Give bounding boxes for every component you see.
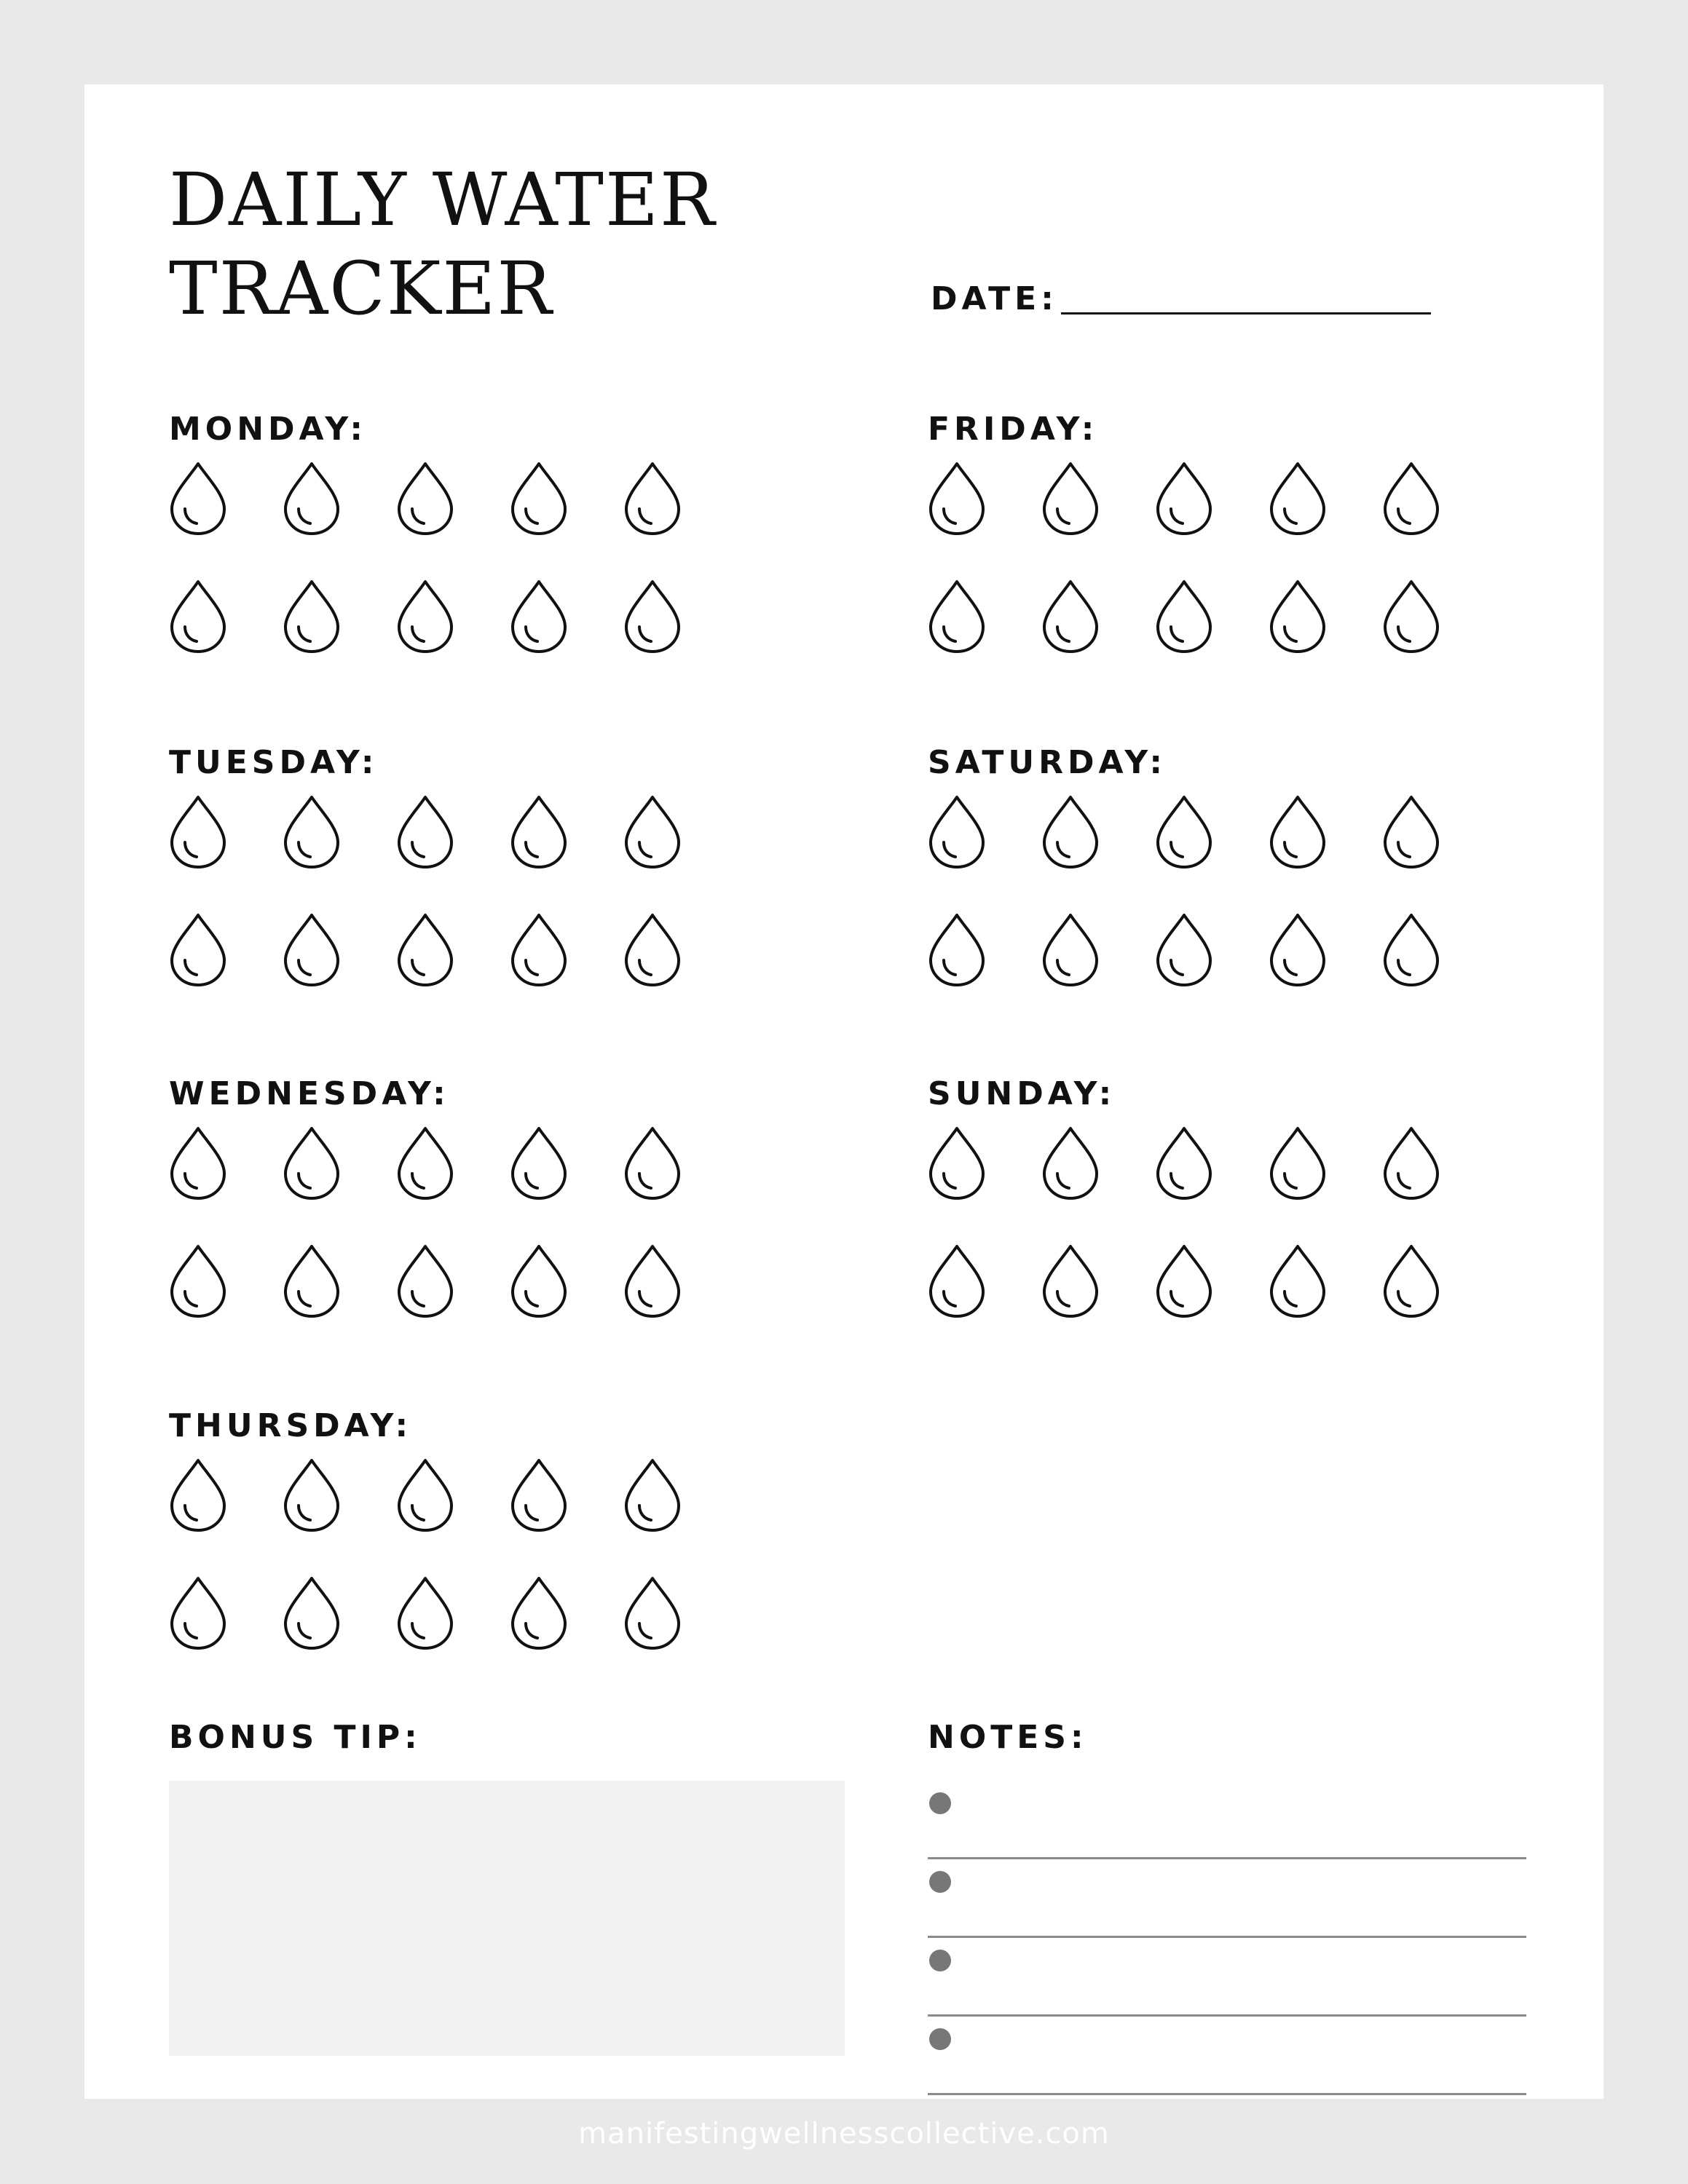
water-drop-icon[interactable] [623, 579, 682, 654]
bullet-dot-icon [929, 1871, 951, 1893]
water-drop-icon[interactable] [283, 1575, 341, 1651]
water-drop-icon[interactable] [396, 461, 454, 537]
day-section-tuesday [169, 743, 824, 783]
water-drop-icon[interactable] [623, 912, 682, 988]
water-drop-icon[interactable] [928, 912, 986, 988]
water-drop-icon[interactable] [283, 1457, 341, 1533]
date-field[interactable] [931, 280, 1431, 319]
bullet-dot-icon [929, 1950, 951, 1971]
drop-grid [169, 1125, 722, 1319]
water-drop-icon[interactable] [1155, 461, 1213, 537]
water-drop-icon[interactable] [1269, 1125, 1327, 1201]
water-drop-icon[interactable] [928, 461, 986, 537]
water-drop-icon[interactable] [623, 461, 682, 537]
water-drop-icon[interactable] [169, 579, 227, 654]
water-drop-icon[interactable] [1382, 1125, 1440, 1201]
water-drop-icon[interactable] [510, 1125, 568, 1201]
bonus-tip-label: BONUS TIP: [169, 1719, 422, 1756]
water-drop-icon[interactable] [623, 1575, 682, 1651]
footer-website: manifestingwellnesscollective.com [578, 2117, 1110, 2151]
water-drop-icon[interactable] [623, 794, 682, 870]
drop-grid [169, 1457, 722, 1651]
water-drop-icon[interactable] [1269, 794, 1327, 870]
water-drop-icon[interactable] [928, 1243, 986, 1319]
note-line[interactable] [928, 1859, 1526, 1938]
title-line-2: TRACKER [169, 246, 553, 331]
bonus-tip-box[interactable] [169, 1781, 845, 2056]
day-section-saturday [928, 743, 1583, 783]
water-drop-icon[interactable] [928, 579, 986, 654]
water-drop-icon[interactable] [1382, 912, 1440, 988]
water-drop-icon[interactable] [1041, 579, 1100, 654]
water-drop-icon[interactable] [928, 1125, 986, 1201]
date-input-line[interactable] [1061, 312, 1431, 314]
page-title [169, 156, 716, 333]
water-drop-icon[interactable] [510, 1243, 568, 1319]
water-drop-icon[interactable] [283, 794, 341, 870]
water-drop-icon[interactable] [1155, 1125, 1213, 1201]
water-drop-icon[interactable] [1269, 579, 1327, 654]
water-drop-icon[interactable] [1041, 1243, 1100, 1319]
bullet-dot-icon [929, 1792, 951, 1814]
drop-grid [169, 461, 722, 654]
water-drop-icon[interactable] [1269, 461, 1327, 537]
day-section-sunday [928, 1075, 1583, 1114]
water-drop-icon[interactable] [396, 1457, 454, 1533]
drop-grid [928, 1125, 1481, 1319]
water-drop-icon[interactable] [1382, 579, 1440, 654]
water-drop-icon[interactable] [396, 579, 454, 654]
water-drop-icon[interactable] [1269, 1243, 1327, 1319]
tracker-page [84, 84, 1604, 2099]
day-section-friday [928, 410, 1583, 449]
water-drop-icon[interactable] [510, 912, 568, 988]
drop-grid [928, 461, 1481, 654]
water-drop-icon[interactable] [283, 1125, 341, 1201]
water-drop-icon[interactable] [1155, 912, 1213, 988]
date-label: DATE: [931, 280, 1058, 317]
water-drop-icon[interactable] [1041, 794, 1100, 870]
water-drop-icon[interactable] [169, 461, 227, 537]
water-drop-icon[interactable] [396, 794, 454, 870]
water-drop-icon[interactable] [396, 912, 454, 988]
water-drop-icon[interactable] [283, 579, 341, 654]
day-label: FRIDAY: [928, 411, 1099, 448]
water-drop-icon[interactable] [623, 1457, 682, 1533]
water-drop-icon[interactable] [1041, 912, 1100, 988]
water-drop-icon[interactable] [169, 1125, 227, 1201]
water-drop-icon[interactable] [1382, 1243, 1440, 1319]
drop-grid [928, 794, 1481, 988]
water-drop-icon[interactable] [928, 794, 986, 870]
water-drop-icon[interactable] [169, 1243, 227, 1319]
day-label: THURSDAY: [169, 1407, 413, 1444]
water-drop-icon[interactable] [169, 1575, 227, 1651]
water-drop-icon[interactable] [1382, 461, 1440, 537]
water-drop-icon[interactable] [283, 461, 341, 537]
water-drop-icon[interactable] [510, 1575, 568, 1651]
notes-list [928, 1781, 1526, 2095]
water-drop-icon[interactable] [1041, 1125, 1100, 1201]
day-label: SATURDAY: [928, 744, 1167, 781]
water-drop-icon[interactable] [1382, 794, 1440, 870]
title-line-1: DAILY WATER [169, 157, 717, 242]
day-label: WEDNESDAY: [169, 1075, 450, 1112]
note-line[interactable] [928, 1938, 1526, 2017]
day-section-monday [169, 410, 824, 449]
water-drop-icon[interactable] [510, 579, 568, 654]
water-drop-icon[interactable] [510, 1457, 568, 1533]
water-drop-icon[interactable] [169, 912, 227, 988]
day-section-wednesday [169, 1075, 824, 1114]
day-section-thursday [169, 1406, 824, 1446]
note-line[interactable] [928, 2017, 1526, 2095]
drop-grid [169, 794, 722, 988]
water-drop-icon[interactable] [1155, 1243, 1213, 1319]
water-drop-icon[interactable] [169, 794, 227, 870]
day-label: MONDAY: [169, 411, 368, 448]
water-drop-icon[interactable] [510, 794, 568, 870]
water-drop-icon[interactable] [283, 1243, 341, 1319]
day-label: TUESDAY: [169, 744, 379, 781]
water-drop-icon[interactable] [396, 1243, 454, 1319]
water-drop-icon[interactable] [169, 1457, 227, 1533]
water-drop-icon[interactable] [1155, 579, 1213, 654]
notes-label: NOTES: [928, 1719, 1088, 1756]
water-drop-icon[interactable] [283, 912, 341, 988]
day-label: SUNDAY: [928, 1075, 1116, 1112]
water-drop-icon[interactable] [396, 1575, 454, 1651]
water-drop-icon[interactable] [1041, 461, 1100, 537]
water-drop-icon[interactable] [510, 461, 568, 537]
water-drop-icon[interactable] [1155, 794, 1213, 870]
water-drop-icon[interactable] [1269, 912, 1327, 988]
water-drop-icon[interactable] [396, 1125, 454, 1201]
note-line[interactable] [928, 1781, 1526, 1859]
water-drop-icon[interactable] [623, 1125, 682, 1201]
water-drop-icon[interactable] [623, 1243, 682, 1319]
bullet-dot-icon [929, 2028, 951, 2050]
